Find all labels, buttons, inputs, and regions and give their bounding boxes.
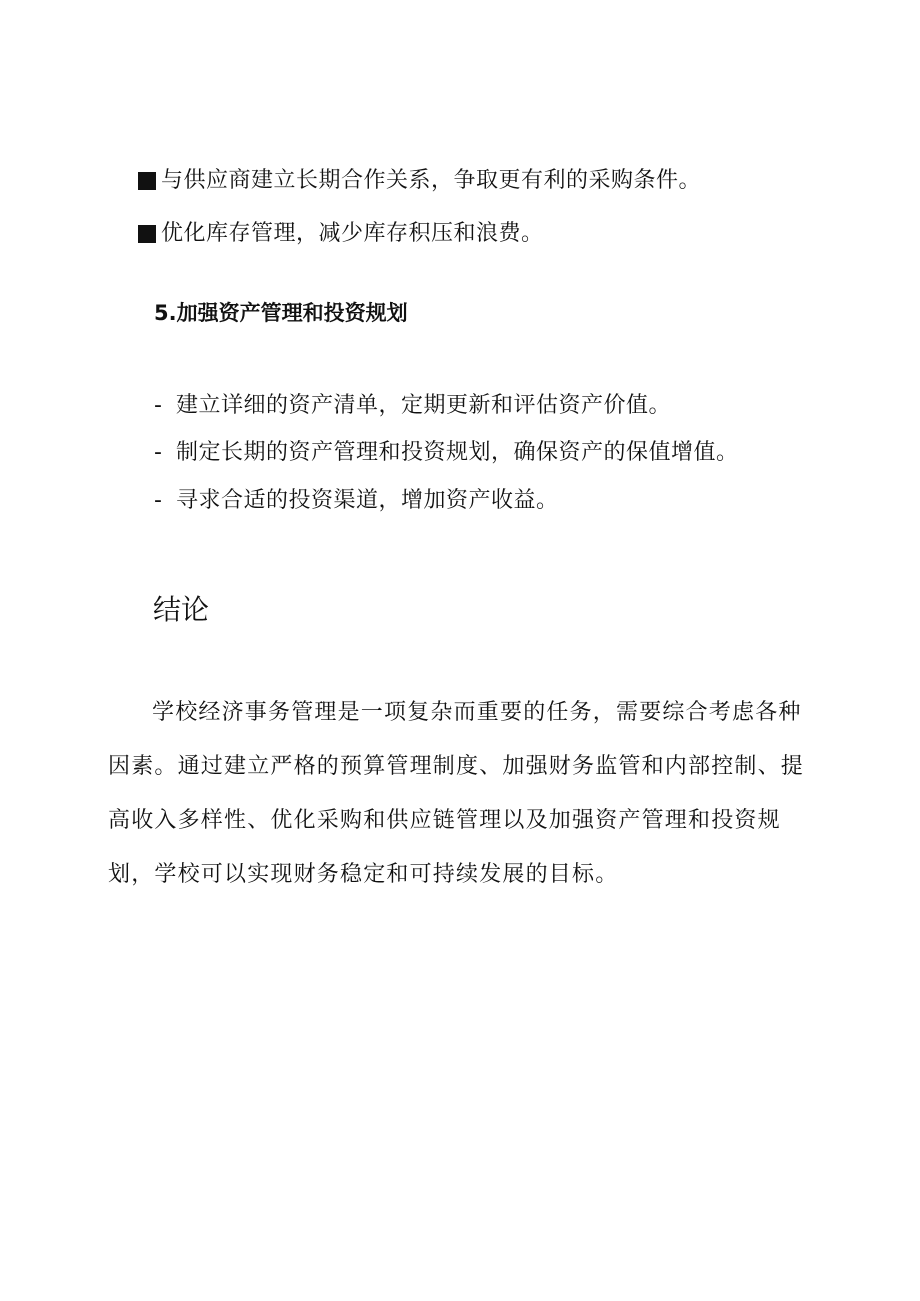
paragraph-line: 学校经济事务管理是一项复杂而重要的任务，需要综合考虑各种 [152, 700, 802, 725]
list-item-text: 寻求合适的投资渠道，增加资产收益。 [176, 488, 559, 513]
list-item-text: 优化库存管理，减少库存积压和浪费。 [161, 221, 544, 246]
conclusion-heading: 结论 [153, 593, 210, 626]
section-heading: 5.加强资产管理和投资规划 [154, 301, 408, 325]
paragraph-line: 因素。通过建立严格的预算管理制度、加强财务监管和内部控制、提 [108, 754, 805, 779]
list-item-text: 与供应商建立长期合作关系，争取更有利的采购条件。 [161, 168, 702, 193]
list-item-text: 建立详细的资产清单，定期更新和评估资产价值。 [176, 393, 672, 418]
paragraph-line: 划，学校可以实现财务稳定和可持续发展的目标。 [108, 862, 619, 887]
square-bullet-icon [138, 225, 156, 243]
list-item [154, 438, 739, 468]
list-item [154, 391, 671, 421]
list-item [138, 166, 701, 196]
list-item [154, 486, 559, 516]
dash-bullet: - [154, 488, 163, 513]
dash-bullet: - [154, 440, 163, 465]
conclusion-paragraph [108, 686, 808, 902]
list-item [138, 219, 544, 249]
square-bullet-icon [138, 172, 156, 190]
list-item-text: 制定长期的资产管理和投资规划，确保资产的保值增值。 [176, 440, 739, 465]
dash-bullet: - [154, 393, 163, 418]
paragraph-line: 高收入多样性、优化采购和供应链管理以及加强资产管理和投资规 [108, 808, 781, 833]
